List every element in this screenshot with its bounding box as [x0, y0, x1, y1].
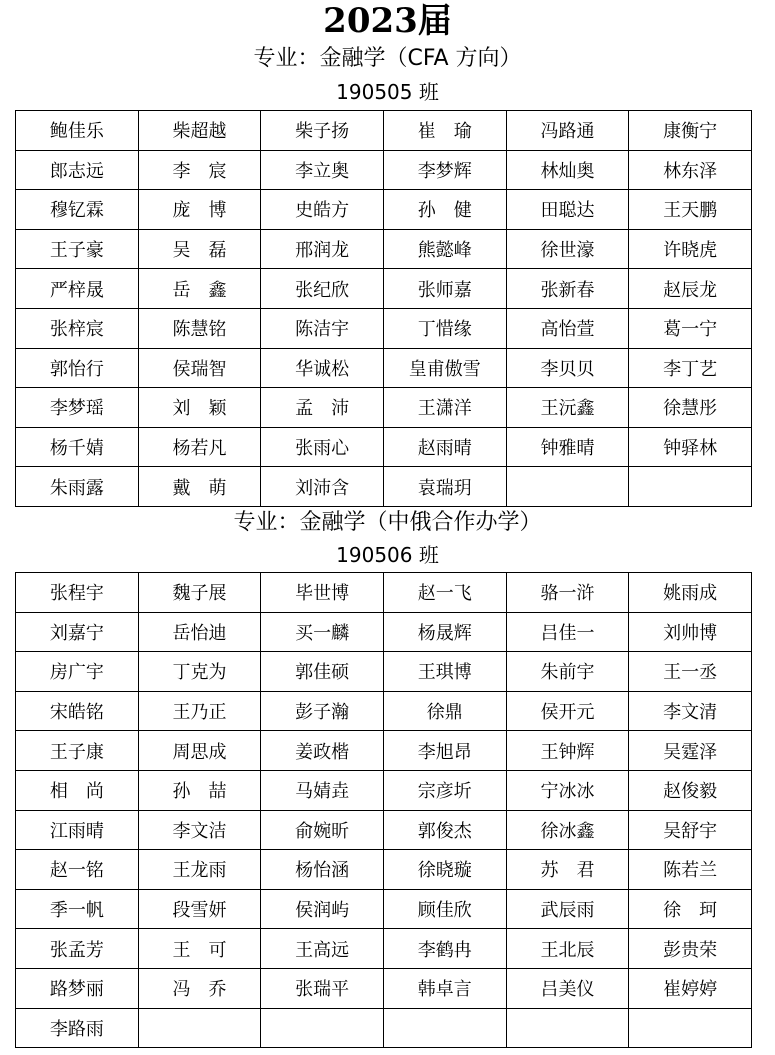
student-name-cell: 马婧垚 [261, 770, 384, 810]
student-name-cell: 杨千婧 [16, 427, 139, 467]
student-name-cell: 王沅鑫 [506, 388, 629, 428]
student-name-cell [138, 1008, 261, 1048]
table-row [16, 810, 752, 850]
student-name-cell: 徐晓璇 [383, 850, 506, 890]
student-name-cell: 买一麟 [261, 612, 384, 652]
student-name-cell: 丁克为 [138, 652, 261, 692]
student-name-cell: 徐冰鑫 [506, 810, 629, 850]
student-name-cell: 李 宸 [138, 150, 261, 190]
student-name-cell: 柴超越 [138, 111, 261, 151]
student-name-cell [629, 1008, 752, 1048]
student-name-cell: 钟驿林 [629, 427, 752, 467]
table-row [16, 929, 752, 969]
table-row [16, 111, 752, 151]
student-name-cell: 吕佳一 [506, 612, 629, 652]
student-name-cell: 王天鹏 [629, 190, 752, 230]
student-name-cell: 许晓虎 [629, 229, 752, 269]
student-name-cell: 刘帅博 [629, 612, 752, 652]
table-row [16, 467, 752, 507]
student-name-cell: 高怡萱 [506, 308, 629, 348]
student-name-cell: 张纪欣 [261, 269, 384, 309]
student-name-cell: 宗彦圻 [383, 770, 506, 810]
student-name-cell: 李丁艺 [629, 348, 752, 388]
student-name-cell: 郭佳硕 [261, 652, 384, 692]
student-name-cell [383, 1008, 506, 1048]
student-name-cell: 宁冰冰 [506, 770, 629, 810]
student-name-cell: 崔婷婷 [629, 968, 752, 1008]
table-row [16, 1008, 752, 1048]
student-name-cell [506, 1008, 629, 1048]
student-name-cell: 戴 萌 [138, 467, 261, 507]
student-name-cell: 张梓宸 [16, 308, 139, 348]
student-name-cell: 杨晟辉 [383, 612, 506, 652]
table-row [16, 889, 752, 929]
table-row [16, 850, 752, 890]
student-name-cell: 朱雨露 [16, 467, 139, 507]
student-name-cell: 王子康 [16, 731, 139, 771]
page-title: 2023届 [323, 1, 452, 41]
student-name-cell: 吴 磊 [138, 229, 261, 269]
student-name-cell: 王乃正 [138, 691, 261, 731]
student-name-cell: 皇甫傲雪 [383, 348, 506, 388]
student-name-cell: 徐世濠 [506, 229, 629, 269]
student-name-cell: 李旭昂 [383, 731, 506, 771]
student-name-cell: 赵辰龙 [629, 269, 752, 309]
student-name-cell: 吴霆泽 [629, 731, 752, 771]
student-name-cell: 严梓晟 [16, 269, 139, 309]
student-name-cell: 郭怡行 [16, 348, 139, 388]
student-name-cell [261, 1008, 384, 1048]
student-name-cell: 刘嘉宁 [16, 612, 139, 652]
student-name-cell: 庞 博 [138, 190, 261, 230]
student-name-cell: 王龙雨 [138, 850, 261, 890]
student-name-cell: 俞婉昕 [261, 810, 384, 850]
student-name-cell: 王 可 [138, 929, 261, 969]
student-name-cell: 刘沛含 [261, 467, 384, 507]
student-name-cell: 周思成 [138, 731, 261, 771]
table-row [16, 691, 752, 731]
roster-table-190506 [15, 572, 752, 1048]
table-row [16, 229, 752, 269]
table-row [16, 612, 752, 652]
student-name-cell: 李梦瑶 [16, 388, 139, 428]
table-row [16, 427, 752, 467]
student-name-cell: 徐鼎 [383, 691, 506, 731]
student-name-cell: 陈慧铭 [138, 308, 261, 348]
student-name-cell: 李立奥 [261, 150, 384, 190]
student-name-cell: 王琪博 [383, 652, 506, 692]
student-name-cell: 王钟辉 [506, 731, 629, 771]
student-name-cell: 崔 瑜 [383, 111, 506, 151]
student-name-cell: 鲍佳乐 [16, 111, 139, 151]
student-name-cell [506, 467, 629, 507]
student-name-cell: 孙 喆 [138, 770, 261, 810]
student-name-cell: 袁瑞玥 [383, 467, 506, 507]
student-name-cell: 郎志远 [16, 150, 139, 190]
table-row [16, 348, 752, 388]
student-name-cell: 韩卓言 [383, 968, 506, 1008]
student-name-cell: 苏 君 [506, 850, 629, 890]
major-title-cfa: 专业：金融学（CFA 方向） [253, 46, 522, 71]
student-name-cell: 吴舒宇 [629, 810, 752, 850]
student-name-cell: 华诚松 [261, 348, 384, 388]
student-name-cell: 郭俊杰 [383, 810, 506, 850]
student-name-cell: 王子豪 [16, 229, 139, 269]
table-row [16, 388, 752, 428]
table-row [16, 968, 752, 1008]
student-name-cell: 岳 鑫 [138, 269, 261, 309]
student-name-cell: 张孟芳 [16, 929, 139, 969]
student-name-cell: 段雪妍 [138, 889, 261, 929]
student-name-cell: 骆一浒 [506, 573, 629, 613]
table-row [16, 573, 752, 613]
student-name-cell: 姚雨成 [629, 573, 752, 613]
student-name-cell: 穆钇霖 [16, 190, 139, 230]
roster-table-190505 [15, 110, 752, 507]
student-name-cell: 吕美仪 [506, 968, 629, 1008]
student-name-cell: 林东泽 [629, 150, 752, 190]
student-name-cell: 姜政楷 [261, 731, 384, 771]
table-row [16, 308, 752, 348]
student-name-cell: 朱前宇 [506, 652, 629, 692]
student-name-cell: 李文洁 [138, 810, 261, 850]
student-name-cell: 侯润屿 [261, 889, 384, 929]
student-name-cell: 冯 乔 [138, 968, 261, 1008]
student-name-cell: 李路雨 [16, 1008, 139, 1048]
student-name-cell: 李文清 [629, 691, 752, 731]
table-row [16, 150, 752, 190]
student-name-cell: 宋皓铭 [16, 691, 139, 731]
student-name-cell: 刘 颖 [138, 388, 261, 428]
student-name-cell: 李梦辉 [383, 150, 506, 190]
table-row [16, 269, 752, 309]
student-name-cell: 柴子扬 [261, 111, 384, 151]
table-row [16, 190, 752, 230]
student-name-cell: 邢润龙 [261, 229, 384, 269]
student-name-cell: 张师嘉 [383, 269, 506, 309]
student-name-cell: 康衡宁 [629, 111, 752, 151]
student-name-cell: 史皓方 [261, 190, 384, 230]
student-name-cell: 毕世博 [261, 573, 384, 613]
student-name-cell: 孟 沛 [261, 388, 384, 428]
student-name-cell: 陈若兰 [629, 850, 752, 890]
student-name-cell: 王高远 [261, 929, 384, 969]
student-name-cell: 张雨心 [261, 427, 384, 467]
student-name-cell: 相 尚 [16, 770, 139, 810]
student-name-cell: 王潇洋 [383, 388, 506, 428]
student-name-cell: 王北辰 [506, 929, 629, 969]
student-name-cell: 杨若凡 [138, 427, 261, 467]
student-name-cell: 陈洁宇 [261, 308, 384, 348]
student-name-cell: 田聪达 [506, 190, 629, 230]
student-name-cell: 武辰雨 [506, 889, 629, 929]
class-title-190506: 190506 班 [336, 543, 439, 567]
student-name-cell: 葛一宁 [629, 308, 752, 348]
student-name-cell: 顾佳欣 [383, 889, 506, 929]
student-name-cell: 季一帆 [16, 889, 139, 929]
student-name-cell: 侯瑞智 [138, 348, 261, 388]
student-name-cell: 赵俊毅 [629, 770, 752, 810]
student-name-cell: 张程宇 [16, 573, 139, 613]
student-name-cell: 徐慧彤 [629, 388, 752, 428]
student-name-cell: 彭子瀚 [261, 691, 384, 731]
student-name-cell: 江雨晴 [16, 810, 139, 850]
student-name-cell: 林灿奥 [506, 150, 629, 190]
student-name-cell: 侯开元 [506, 691, 629, 731]
student-name-cell: 张新春 [506, 269, 629, 309]
student-name-cell: 冯路通 [506, 111, 629, 151]
table-row [16, 770, 752, 810]
student-name-cell: 杨怡涵 [261, 850, 384, 890]
student-name-cell: 丁惜缘 [383, 308, 506, 348]
class-title-190505: 190505 班 [336, 80, 439, 104]
student-name-cell: 王一丞 [629, 652, 752, 692]
student-name-cell: 彭贵荣 [629, 929, 752, 969]
student-name-cell: 赵一铭 [16, 850, 139, 890]
student-name-cell: 张瑞平 [261, 968, 384, 1008]
table-row [16, 731, 752, 771]
student-name-cell: 徐 珂 [629, 889, 752, 929]
major-title-sino-russian: 专业：金融学（中俄合作办学） [233, 510, 542, 535]
student-name-cell: 熊懿峰 [383, 229, 506, 269]
student-name-cell: 路梦丽 [16, 968, 139, 1008]
student-name-cell [629, 467, 752, 507]
student-name-cell: 岳怡迪 [138, 612, 261, 652]
table-row [16, 652, 752, 692]
student-name-cell: 房广宇 [16, 652, 139, 692]
student-name-cell: 魏子展 [138, 573, 261, 613]
student-name-cell: 赵一飞 [383, 573, 506, 613]
student-name-cell: 钟雅晴 [506, 427, 629, 467]
student-name-cell: 赵雨晴 [383, 427, 506, 467]
student-name-cell: 李贝贝 [506, 348, 629, 388]
student-name-cell: 李鹤冉 [383, 929, 506, 969]
student-name-cell: 孙 健 [383, 190, 506, 230]
